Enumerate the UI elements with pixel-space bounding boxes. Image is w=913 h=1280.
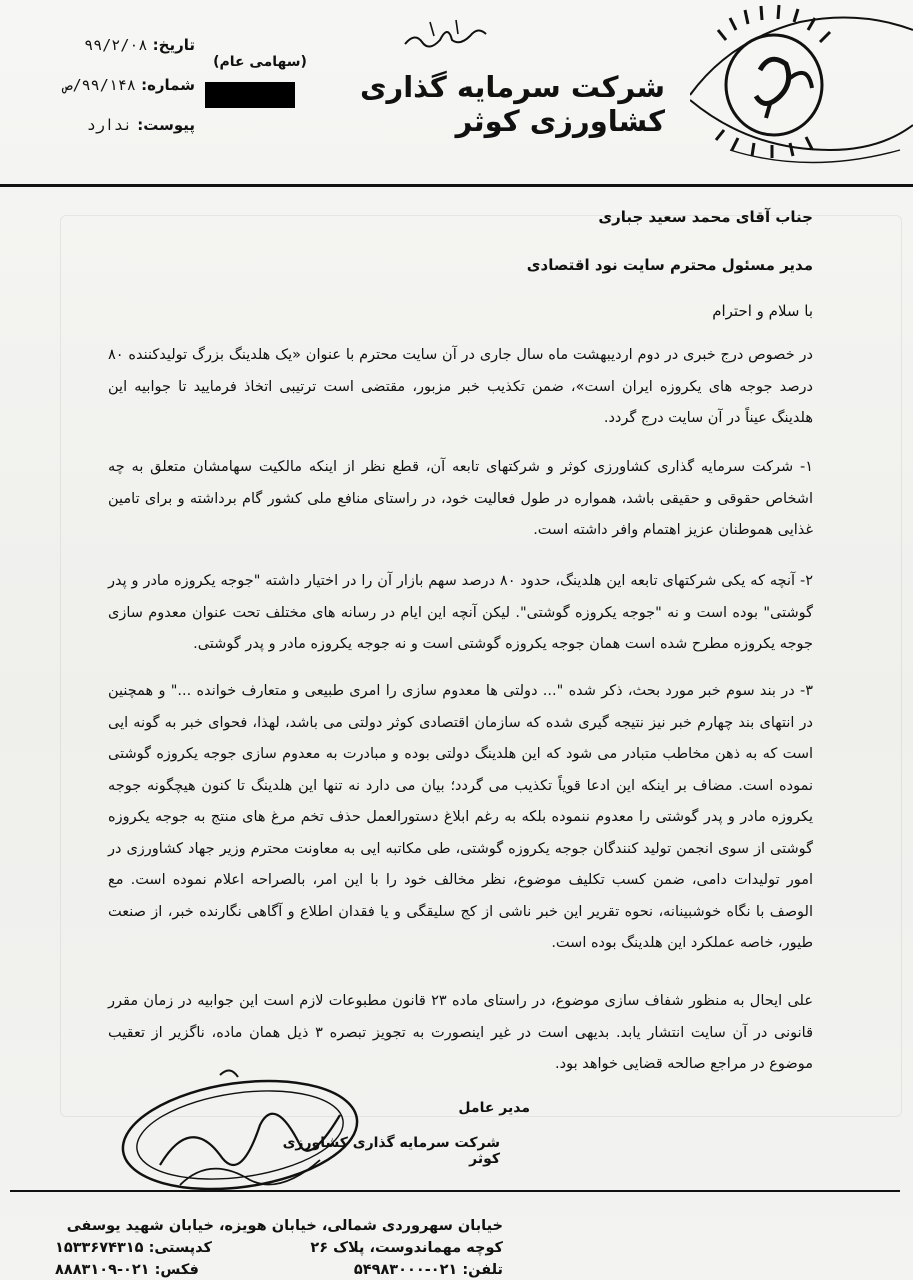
attachment-label: پیوست: [131, 116, 195, 134]
kowsar-logo-icon [690, 0, 913, 170]
date-value: ۹۹/۲/۰۸ [84, 36, 148, 54]
signature-company: شرکت سرمایه گذاری کشاورزی کوثر [282, 1135, 500, 1167]
redaction-block [205, 82, 295, 108]
footer-postal [55, 1240, 212, 1256]
attachment-value: ندارد [86, 116, 132, 134]
addressee-name: جناب آقای محمد سعید جباری [598, 208, 813, 226]
share-type: (سهامی عام) [213, 54, 307, 70]
signature-title: مدیر عامل [458, 1100, 530, 1116]
fax-label: فکس: [149, 1262, 199, 1278]
company-stamp-signature [100, 1055, 400, 1195]
greeting: با سلام و احترام [712, 302, 813, 320]
closing-paragraph: علی ایحال به منظور شفاف سازی موضوع، در راستای ماده ۲۳ قانون مطبوعات لازم است این جوابیه در زمان مقرر قانونی در آن سایت انتشار یابد. بدیهی است در غیر اینصورت به تجویز تبصره ۳ ذیل همان ماده، ناگزیر از تعقیب موضوع در مراجع صالحه قضایی خواهد بود. [108, 993, 814, 1072]
date-line [10, 36, 195, 54]
footer-phone [354, 1262, 503, 1278]
number-line [10, 76, 195, 94]
fax-value: ۰۲۱-۸۸۸۳۱۰۹ [55, 1262, 150, 1278]
postal-label: کدپستی: [143, 1240, 212, 1256]
number-value: ۹۹/۱۴۸/ص [63, 76, 136, 94]
addressee-title: مدیر مسئول محترم سایت نود اقتصادی [526, 256, 813, 274]
phone-value: ۰۲۱-۵۴۹۸۳۰۰۰ [353, 1262, 458, 1278]
postal-value: ۱۵۳۳۶۷۴۳۱۵ [55, 1240, 144, 1256]
header-rule [0, 184, 913, 187]
footer-address-line2: کوچه مهماندوست، پلاک ۲۶ [310, 1240, 503, 1256]
attachment-line [10, 116, 195, 134]
intro-paragraph: در خصوص درج خبری در دوم اردیبهشت ماه سال جاری در آن سایت محترم با عنوان «یک هلدینگ بزرگ تولیدکننده ۸۰ درصد جوجه های یکروزه ایران است»، ضمن تکذیب خبر مزبور، مقتضی است ترتیبی اتخاذ فرمایید تا جوابیه این هلدینگ عیناً در آن سایت درج گردد. [108, 347, 813, 426]
number-label: شماره: [135, 76, 195, 94]
bismillah-calligraphy [400, 14, 490, 54]
footer-address-line1: خیابان سهروردی شمالی، خیابان هویزه، خیابان شهید یوسفی [66, 1218, 503, 1234]
paragraph-1: ۱- شرکت سرمایه گذاری کشاورزی کوثر و شرکتهای تابعه آن، قطع نظر از اینکه مالکیت سهامشان متعلق به چه اشخاص حقوقی و حقیقی باشد، همواره در طول فعالیت خود، در راستای منافع ملی کشور گام برداشته و برای تامین غذایی هموطنان عزیز اهتمام وافر داشته است. [108, 459, 813, 538]
footer-rule [10, 1190, 900, 1192]
company-name: شرکت سرمایه گذاری کشاورزی کوثر [359, 70, 665, 138]
paragraph-2: ۲- آنچه که یکی شرکتهای تابعه این هلدینگ، حدود ۸۰ درصد سهم بازار آن را در اختیار داشته "جوجه یکروزه مادر و پدر گوشتی" بوده است و نه "جوجه یکروزه گوشتی". لیکن آنچه این ایام در رسانه های مختلف تحت عنوان معدوم سازی جوجه یکروزه مطرح شده است همان جوجه یکروزه گوشتی است و نه جوجه یکروزه مادر و پدر گوشتی. [108, 573, 813, 652]
date-label: تاریخ: [147, 36, 195, 54]
paragraph-3: ۳- در بند سوم خبر مورد بحث، ذکر شده "... دولتی ها معدوم سازی را امری طبیعی و متعارف خوانده ..." و همچنین در انتهای بند چهارم خبر نیز نتیجه گیری شده که سازمان اقتصادی کوثر دولتی می باشد، لهذا، فحوای خبر به گونه ایی است که به ذهن مخاطب متبادر می شود که این هلدینگ دولتی بوده و مبادرت به معدوم سازی جوجه یکروزه گوشتی نموده است. مضاف بر اینکه این ادعا قویاً تکذیب می گردد؛ بیان می دارد نه تنها این هلدینگ تا کنون هیچگونه جوجه یکروزه مادر و پدر گوشتی را معدوم ننموده بلکه به رغم ابلاغ دستورالعمل حذف تخم مرغ های منتج به جوجه یکروزه گوشتی از سوی انجمن تولید کنندگان جوجه یکروزه گوشتی، طی مکاتبه ایی به معاونت محترم وزیر جهاد کشاورزی در امور تولیدات دامی، ضمن کسب تکلیف موضوع، نظر مخالف خود را با این امر، بالصراحه اعلام نموده است. مع الوصف با نگاه خوشبینانه، نحوه تقریر این خبر ناشی از کج سلیقگی و یا فقدان اطلاع و آگاهی نگارنده خبر، از صنعت طیور، خاصه عملکرد این هلدینگ بوده است. [108, 683, 813, 951]
footer-fax [55, 1262, 199, 1278]
phone-label: تلفن: [457, 1262, 503, 1278]
